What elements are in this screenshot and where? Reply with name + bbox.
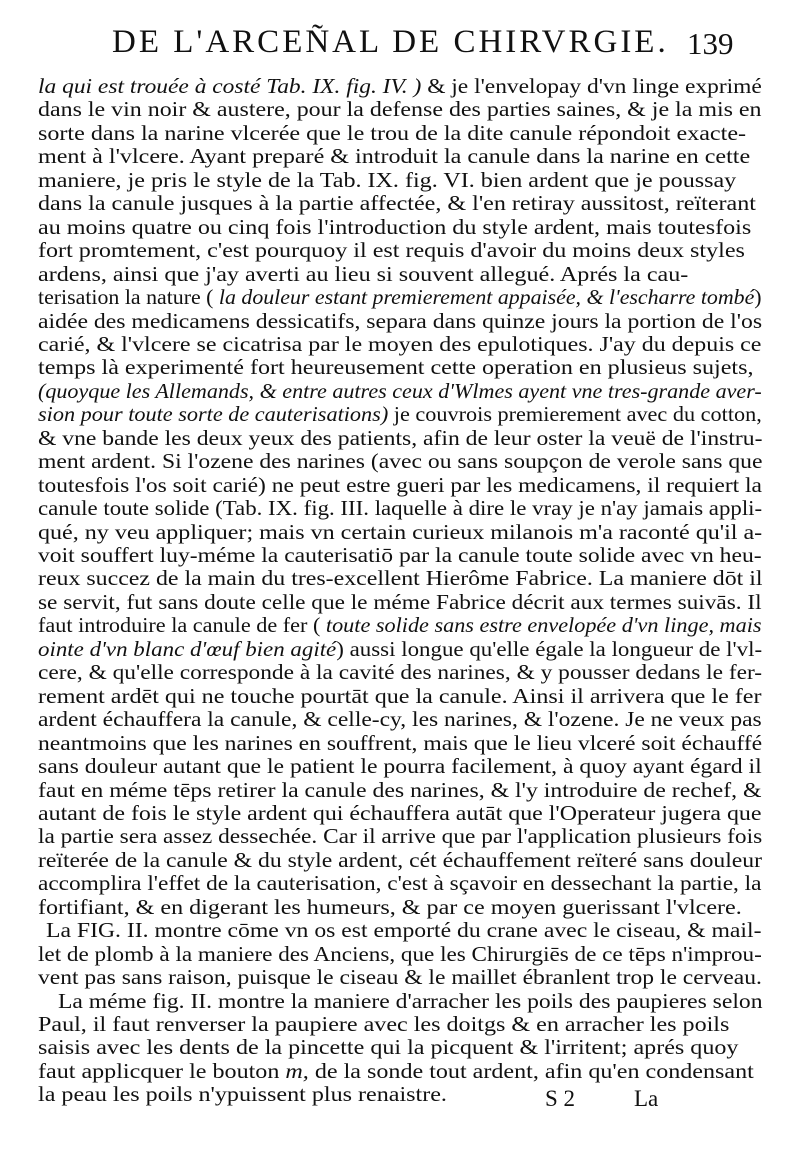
roman-text: ment à l'vlcere. Ayant preparé & introduit la canule dans la narine en cette: [38, 144, 751, 169]
roman-text: saisis avec les dents de la pincette qui la picquent & l'irritent; aprés quoy: [38, 1035, 739, 1060]
roman-text: La FIG. II. montre cōme vn os est emporté du crane avec le ciseau, & mail-: [46, 918, 762, 943]
catchword: La: [634, 1086, 659, 1111]
roman-text: rement ardēt qui ne touche pourtāt que la canule. Ainsi il arrivera que le fer: [38, 683, 762, 708]
roman-text: ardent échauffera la canule, & celle-cy, les narines, & l'ozene. Je ne veux pas: [38, 707, 762, 732]
italic-text: m,: [285, 1058, 309, 1083]
roman-text: ment ardent. Si l'ozene des narines (avec ou sans soupçon de verole sans que: [38, 449, 763, 474]
roman-text: sans douleur autant que le patient le pourra facilement, à quoy ayant égard il: [38, 754, 762, 779]
signature-mark: S 2: [545, 1086, 576, 1111]
italic-text: toute solide sans estre envelopée d'vn linge, mais: [320, 613, 762, 638]
roman-text: La méme fig. II. montre la maniere d'arracher les poils des paupieres selon: [58, 988, 763, 1013]
roman-text: accomplira l'effet de la cauterisation, c'est à sçavoir en dessechant la partie, la: [38, 871, 762, 896]
roman-text: ) aussi longue qu'elle égale la longueur de l'vl-: [336, 636, 763, 661]
roman-text: terisation la nature (: [38, 285, 214, 310]
roman-text: dans la canule jusques à la partie affectée, & l'en retiray aussitost, reïterant: [38, 191, 756, 216]
roman-text: cere, & qu'elle corresponde à la cavité des narines, & y pousser dedans le fer-: [38, 660, 763, 685]
roman-text: neantmoins que les narines en souffrent, mais que le lieu vlceré soit échauffé: [38, 730, 763, 755]
roman-text: toutesfois l'os soit carié) ne peut estre gueri par les medicamens, il requiert la: [38, 472, 762, 497]
roman-text: de la sonde tout ardent, afin qu'en condensant: [308, 1058, 754, 1083]
roman-text: dans le vin noir & austere, pour la defense des parties saines, & je la mis en: [38, 97, 762, 122]
roman-text: ardens, ainsi que j'ay averti au lieu si souvent allegué. Aprés la cau-: [38, 261, 689, 286]
roman-text: carié, & l'vlcere se cicatrisa par le moyen des epulotiques. J'ay du depuis ce: [38, 331, 762, 356]
roman-text: je couvrois premierement avec du cotton,: [388, 402, 762, 427]
roman-text: faut applicquer le bouton: [38, 1058, 286, 1083]
roman-text: faut introduire la canule de fer (: [38, 613, 321, 638]
roman-text: la partie sera assez dessechée. Car il arrive que par l'application plusieurs fois: [38, 824, 763, 849]
roman-text: la peau les poils n'ypuissent plus renaistre.: [38, 1082, 447, 1107]
roman-text: & vne bande les deux yeux des patients, afin de leur oster la veuë de l'instru-: [38, 425, 763, 450]
page-number: 139: [687, 26, 734, 61]
roman-text: maniere, je pris le style de la Tab. IX. fig. VI. bien ardent que je poussay: [38, 167, 737, 192]
roman-text: vent pas sans raison, puisque le ciseau & le maillet ébranlent trop le cerveau.: [38, 965, 762, 990]
roman-text: temps là experimenté fort heureusement cette operation en plusieus sujets,: [38, 355, 754, 380]
roman-text: let de plomb à la maniere des Anciens, que les Chirurgiēs de ce tēps n'improu-: [38, 941, 762, 966]
italic-text: la douleur estant premierement appaisée, & l'escharre tombé: [213, 285, 755, 310]
roman-text: sorte dans la narine vlcerée que le trou de la dite canule répondoit exacte-: [38, 120, 747, 145]
italic-text: (quoyque les Allemands, & entre autres ceux d'Wlmes ayent vne tres-grande aver-: [38, 378, 762, 403]
roman-text: reux succez de la main du tres-excellent Hierôme Fabrice. La maniere dōt il: [38, 566, 763, 591]
roman-text: voit souffert luy-méme la cauterisatiō par la canule toute solide avec vn heu-: [38, 543, 762, 567]
roman-text: autant de fois le style ardent qui échauffera autāt que l'Operateur jugera que: [38, 800, 762, 825]
italic-text: ointe d'vn blanc d'œuf bien agité: [38, 636, 337, 661]
roman-text: fort promtement, c'est pourquoy il est requis d'avoir du moins deux styles: [38, 238, 745, 263]
roman-text: au moins quatre ou cinq fois l'introduction du style ardent, mais toutesfois: [38, 214, 752, 239]
roman-text: ): [754, 285, 762, 310]
roman-text: reïterée de la canule & du style ardent, cét échauffement reïteré sans douleur: [38, 847, 763, 872]
roman-text: aidée des medicamens dessicatifs, separa dans quinze jours la portion de l'os: [38, 308, 763, 333]
roman-text: faut en méme tēps retirer la canule des narines, & l'y introduire de rechef, &: [38, 777, 762, 802]
italic-text: sion pour toute sorte de cauterisations): [38, 402, 389, 427]
roman-text: qué, ny veu appliquer; mais vn certain curieux milanois m'a raconté qu'il a-: [38, 519, 763, 544]
roman-text: fortifiant, & en digerant les humeurs, & par ce moyen guerissant l'vlcere.: [38, 894, 742, 919]
running-title: DE L'ARCEÑAL DE CHIRVRGIE.: [112, 24, 669, 60]
roman-text: se servit, fut sans doute celle que le méme Fabrice décrit aux termes suivās. Il: [38, 589, 762, 614]
roman-text: canule toute solide (Tab. IX. fig. III. laquelle à dire le vray je n'ay jamais appli-: [38, 496, 763, 521]
roman-text: & je l'envelopay d'vn linge exprimé: [421, 74, 762, 98]
text-line: [38, 1080, 447, 1108]
italic-text: la qui est trouée à costé Tab. IX. fig. IV. ): [38, 74, 422, 98]
roman-text: Paul, il faut renverser la paupiere avec les doitgs & en arracher les poils: [38, 1012, 730, 1036]
